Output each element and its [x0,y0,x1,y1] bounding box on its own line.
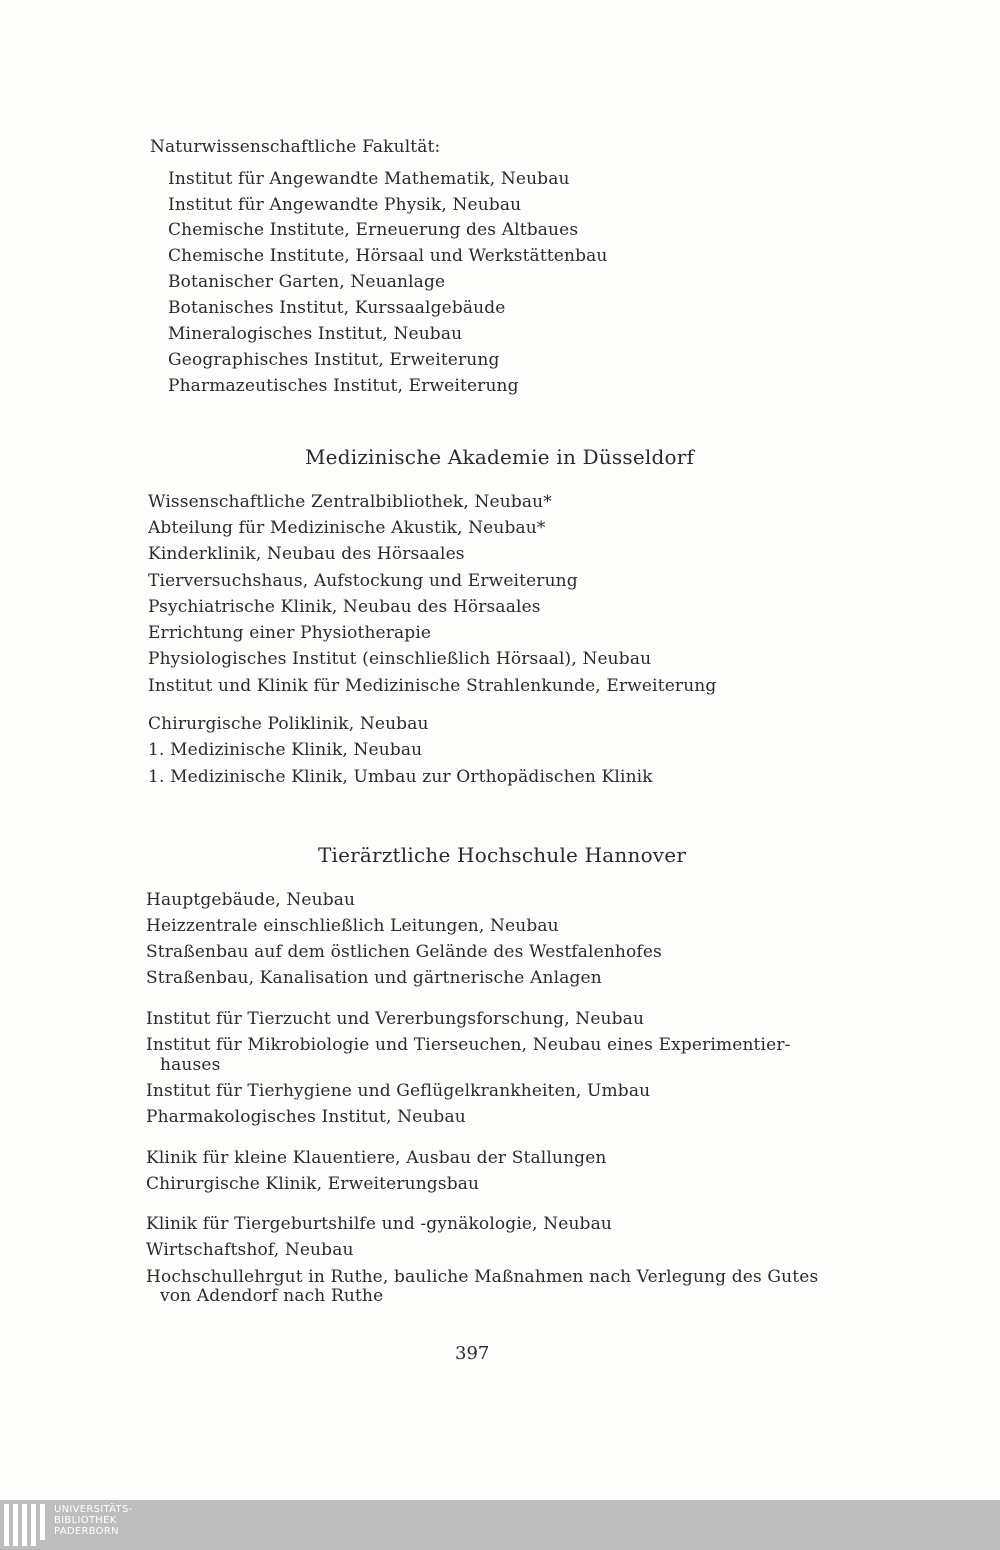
list-item: Wirtschaftshof, Neubau [146,1240,354,1260]
list-item: Institut für Tierhygiene und Geflügelkrankheiten, Umbau [146,1081,651,1101]
library-footer-bar [0,1500,1000,1550]
section-heading: Medizinische Akademie in Düsseldorf [305,445,695,469]
logo-line: PADERBORN [54,1526,119,1537]
section-heading: Tierärztliche Hochschule Hannover [318,843,687,867]
list-item: Straßenbau auf dem östlichen Gelände des Westfalenhofes [146,942,662,962]
library-logo-icon [4,1504,46,1546]
list-item: Botanisches Institut, Kurssaalgebäude [168,298,506,318]
list-item: Wissenschaftliche Zentralbibliothek, Neubau* [148,492,552,512]
list-item: Chemische Institute, Erneuerung des Altbaues [168,220,579,240]
library-logo-text [54,1504,133,1537]
logo-line: UNIVERSITÄTS- [54,1504,133,1515]
list-item: Geographisches Institut, Erweiterung [168,350,500,370]
list-item: Klinik für Tiergeburtshilfe und -gynäkologie, Neubau [146,1214,612,1234]
list-item: Institut für Angewandte Mathematik, Neubau [168,169,570,189]
list-item: Institut und Klinik für Medizinische Strahlenkunde, Erweiterung [148,676,717,696]
list-item: 1. Medizinische Klinik, Umbau zur Orthopädischen Klinik [148,767,653,787]
list-item: 1. Medizinische Klinik, Neubau [148,740,423,760]
list-item: Hauptgebäude, Neubau [146,890,356,910]
list-item: Kinderklinik, Neubau des Hörsaales [148,544,465,564]
list-item: Institut für Mikrobiologie und Tierseuchen, Neubau eines Experimentier- [146,1035,791,1055]
list-item: Institut für Angewandte Physik, Neubau [168,195,522,215]
list-item: Klinik für kleine Klauentiere, Ausbau der Stallungen [146,1148,607,1168]
list-item: Tierversuchshaus, Aufstockung und Erweiterung [148,571,578,591]
list-item: Chirurgische Poliklinik, Neubau [148,714,429,734]
list-item: Pharmakologisches Institut, Neubau [146,1107,466,1127]
list-item: Errichtung einer Physiotherapie [148,623,432,643]
list-item: Straßenbau, Kanalisation und gärtnerische Anlagen [146,968,602,988]
list-item: Chemische Institute, Hörsaal und Werkstättenbau [168,246,608,266]
logo-line: BIBLIOTHEK [54,1515,117,1526]
list-item: Abteilung für Medizinische Akustik, Neubau* [148,518,546,538]
faculty-title: Naturwissenschaftliche Fakultät: [150,137,441,157]
list-item: hauses [160,1055,221,1075]
list-item: von Adendorf nach Ruthe [160,1286,384,1306]
list-item: Heizzentrale einschließlich Leitungen, Neubau [146,916,559,936]
list-item: Institut für Tierzucht und Vererbungsforschung, Neubau [146,1009,645,1029]
list-item: Mineralogisches Institut, Neubau [168,324,463,344]
list-item: Botanischer Garten, Neuanlage [168,272,446,292]
list-item: Chirurgische Klinik, Erweiterungsbau [146,1174,480,1194]
list-item: Psychiatrische Klinik, Neubau des Hörsaales [148,597,541,617]
list-item: Pharmazeutisches Institut, Erweiterung [168,376,519,396]
list-item: Hochschullehrgut in Ruthe, bauliche Maßnahmen nach Verlegung des Gutes [146,1267,819,1287]
list-item: Physiologisches Institut (einschließlich Hörsaal), Neubau [148,649,652,669]
page-number: 397 [455,1343,490,1364]
